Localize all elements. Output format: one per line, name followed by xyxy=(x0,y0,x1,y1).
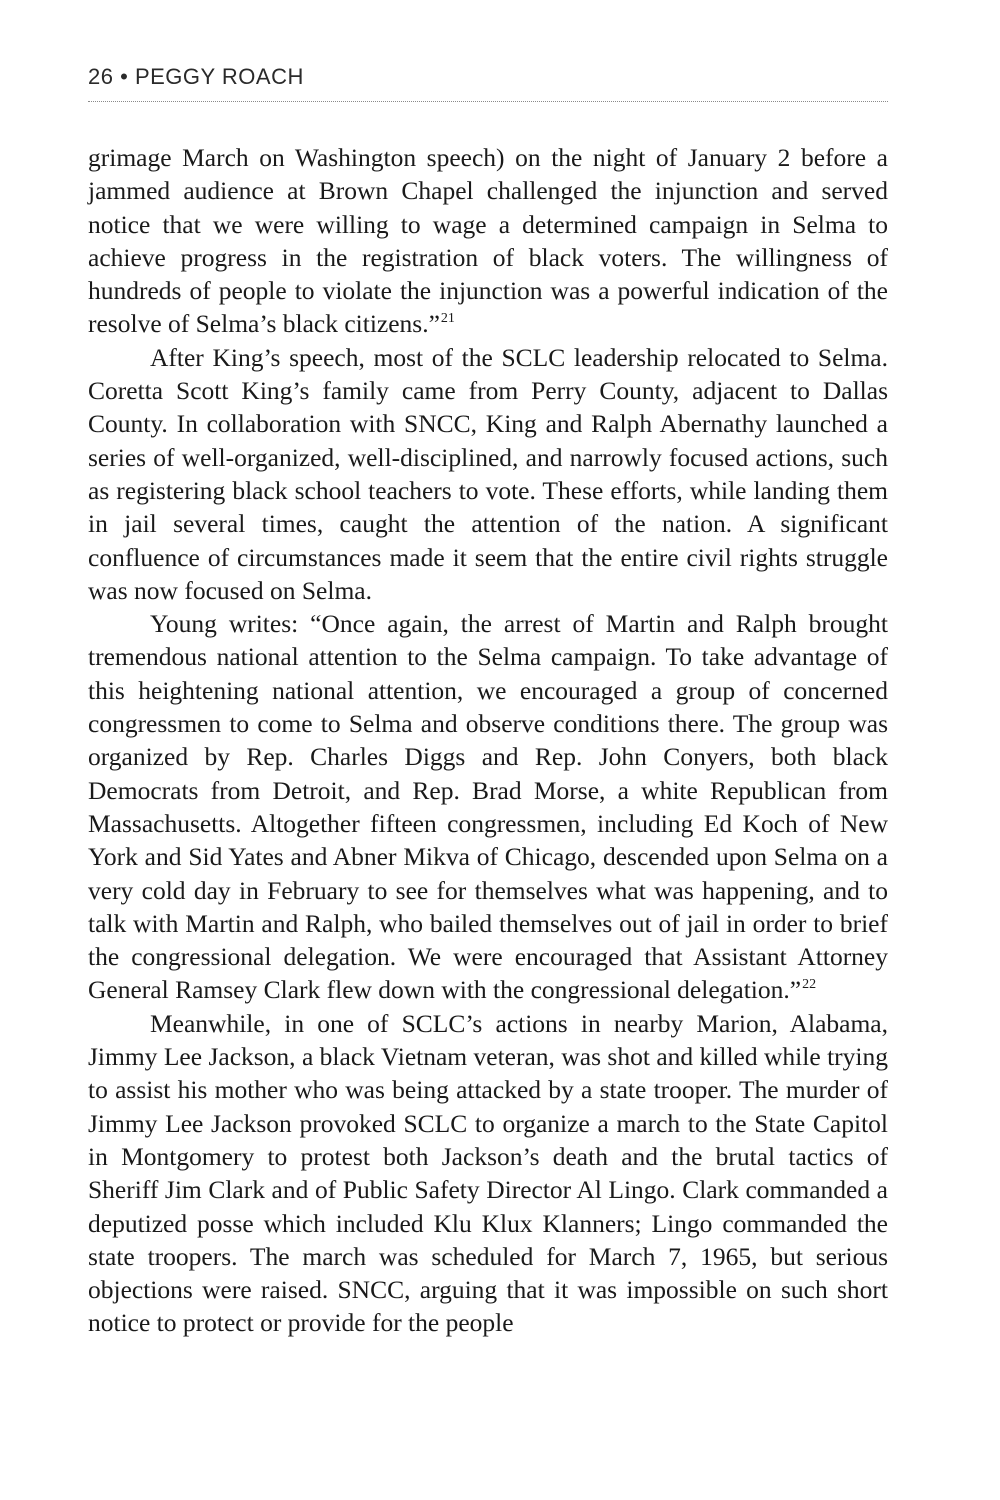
paragraph-text: grimage March on Washington speech) on the night of January 2 before a jammed audience at Brown Chapel challenged the injunction and served notice that we were willing to wage a determined campaign in Selma to achieve progress in the registration of black voters. The willingness of hundreds of people to violate the injunction was a powerful indication of the resolve of Selma’s black citizens.” xyxy=(88,143,888,339)
paragraph xyxy=(88,1007,888,1340)
footnote-marker: 21 xyxy=(440,311,455,327)
paragraph-text: Young writes: “Once again, the arrest of Martin and Ralph brought tremendous national attention to the Selma campaign. To take advantage of this heightening national attention, we encouraged a group of concerned congressmen to come to Selma and observe conditions there. The group was organized by Rep. Charles Diggs and Rep. John Conyers, both black Democrats from Detroit, and Rep. Brad Morse, a white Republican from Massachusetts. Altogether fifteen congressmen, including Ed Koch of New York and Sid Yates and Abner Mikva of Chicago, descended upon Selma on a very cold day in February to see for themselves what was happening, and to talk with Martin and Ralph, who bailed themselves out of jail in order to brief the congressional delegation. We were encouraged that Assistant Attorney General Ramsey Clark flew down with the congressional delegation.” xyxy=(88,609,888,1005)
paragraph-text: Meanwhile, in one of SCLC’s actions in nearby Marion, Alabama, Jimmy Lee Jackson, a black Vietnam veteran, was shot and killed while trying to assist his mother who was being attacked by a state trooper. The murder of Jimmy Lee Jackson provoked SCLC to organize a march to the State Capitol in Montgomery to protest both Jackson’s death and the brutal tactics of Sheriff Jim Clark and of Public Safety Director Al Lingo. Clark commanded a deputized posse which included Klu Klux Klanners; Lingo commanded the state troopers. The march was scheduled for March 7, 1965, but serious objections were raised. SNCC, arguing that it was impossible on such short notice to protect or provide for the people xyxy=(88,1008,888,1338)
page-number: 26 xyxy=(88,64,114,89)
footnote-marker: 22 xyxy=(802,977,817,993)
body-text xyxy=(88,141,888,1340)
header-text xyxy=(88,64,304,90)
paragraph-text: After King’s speech, most of the SCLC leadership relocated to Selma. Coretta Scott King’s family came from Perry County, adjacent to Dallas County. In collaboration with SNCC, King and Ralph Abernathy launched a series of well-organized, well-disciplined, and narrowly focused actions, such as registering black school teachers to vote. These efforts, while landing them in jail several times, caught the attention of the nation. A significant confluence of circumstances made it seem that the entire civil rights struggle was now focused on Selma. xyxy=(88,342,888,605)
paragraph xyxy=(88,341,888,607)
running-header xyxy=(88,62,888,102)
running-title: PEGGY ROACH xyxy=(134,64,304,89)
paragraph-quote xyxy=(88,607,888,1007)
paragraph-continued xyxy=(88,141,888,341)
header-separator: • xyxy=(120,64,129,89)
